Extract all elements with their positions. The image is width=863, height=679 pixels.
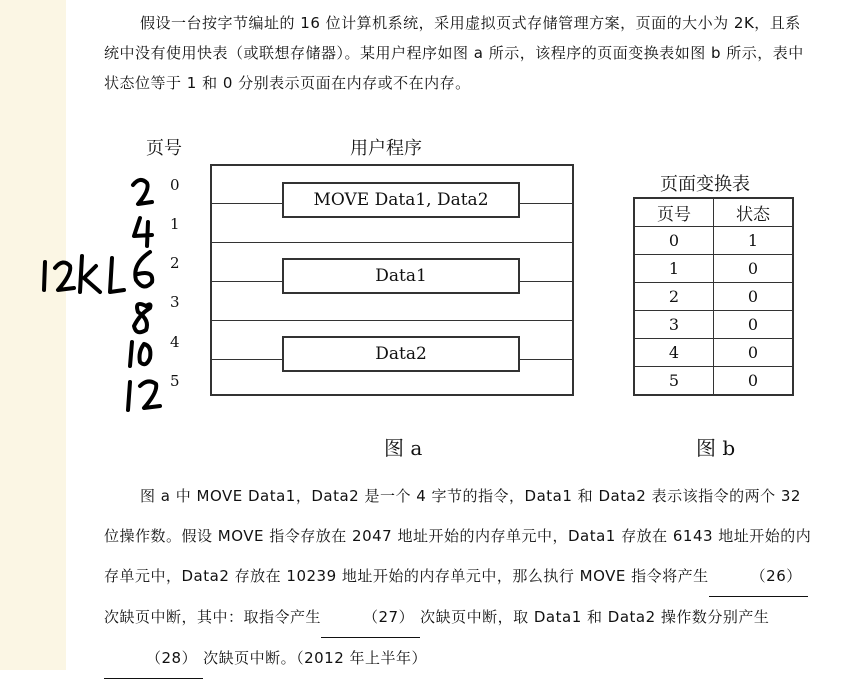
table-cell: 0 xyxy=(634,227,714,255)
question-text-3: 次缺页中断，取 Data1 和 Data2 操作数分别产生 xyxy=(420,608,770,626)
table-cell: 0 xyxy=(714,255,794,283)
question-text-1: 图 a 中 MOVE Data1，Data2 是一个 4 字节的指令，Data1 和 Data2 表示该指令的两个 32 位操作数。假设 MOVE 指令存放在 2047 地址开始的内存单元中，Data1 存放在 6143 地址开始的内存单元中，Data2 存放在 10239 地址开始的内存单元中，那么执行 MOVE 指令将产生 xyxy=(104,487,812,585)
data2-box: Data2 xyxy=(282,336,520,372)
page-table-title: 页面变换表 xyxy=(660,174,750,195)
header-page-number: 页号 xyxy=(634,198,714,227)
question-text-2: 次缺页中断，其中：取指令产生 xyxy=(104,608,322,626)
user-program-title: 用户程序 xyxy=(350,138,422,159)
question-text-4: 次缺页中断。（2012 年上半年） xyxy=(203,649,428,667)
table-cell: 3 xyxy=(634,311,714,339)
table-cell: 2 xyxy=(634,283,714,311)
table-cell: 0 xyxy=(714,339,794,367)
page-number-3: 3 xyxy=(170,293,180,311)
data1-box: Data1 xyxy=(282,258,520,294)
move-instruction-box: MOVE Data1, Data2 xyxy=(282,182,520,218)
table-cell: 0 xyxy=(714,311,794,339)
table-cell: 1 xyxy=(634,255,714,283)
page-number-0: 0 xyxy=(170,176,180,194)
page-number-header: 页号 xyxy=(146,138,182,159)
page-number-2: 2 xyxy=(170,254,180,272)
figure-a-caption: 图 a xyxy=(384,436,423,460)
answer-blank-28: （28） xyxy=(104,638,203,679)
page-number-4: 4 xyxy=(170,333,180,351)
intro-paragraph: 假设一台按字节编址的 16 位计算机系统，采用虚拟页式存储管理方案，页面的大小为 2K，且系统中没有使用快表（或联想存储器）。某用户程序如图 a 所示，该程序的页面变换表如图 b 所示，表中状态位等于 1 和 0 分别表示页面在内存或不在内存。 xyxy=(104,14,804,92)
header-status: 状态 xyxy=(714,198,794,227)
table-cell: 5 xyxy=(634,367,714,396)
question-paragraph xyxy=(104,476,812,679)
table-cell: 0 xyxy=(714,367,794,396)
figure-b-caption: 图 b xyxy=(696,436,736,460)
page-number-5: 5 xyxy=(170,372,180,390)
page-number-1: 1 xyxy=(170,215,180,233)
table-cell: 4 xyxy=(634,339,714,367)
table-cell: 1 xyxy=(714,227,794,255)
answer-blank-26: （26） xyxy=(709,556,808,597)
answer-blank-27: （27） xyxy=(321,597,420,638)
table-cell: 0 xyxy=(714,283,794,311)
